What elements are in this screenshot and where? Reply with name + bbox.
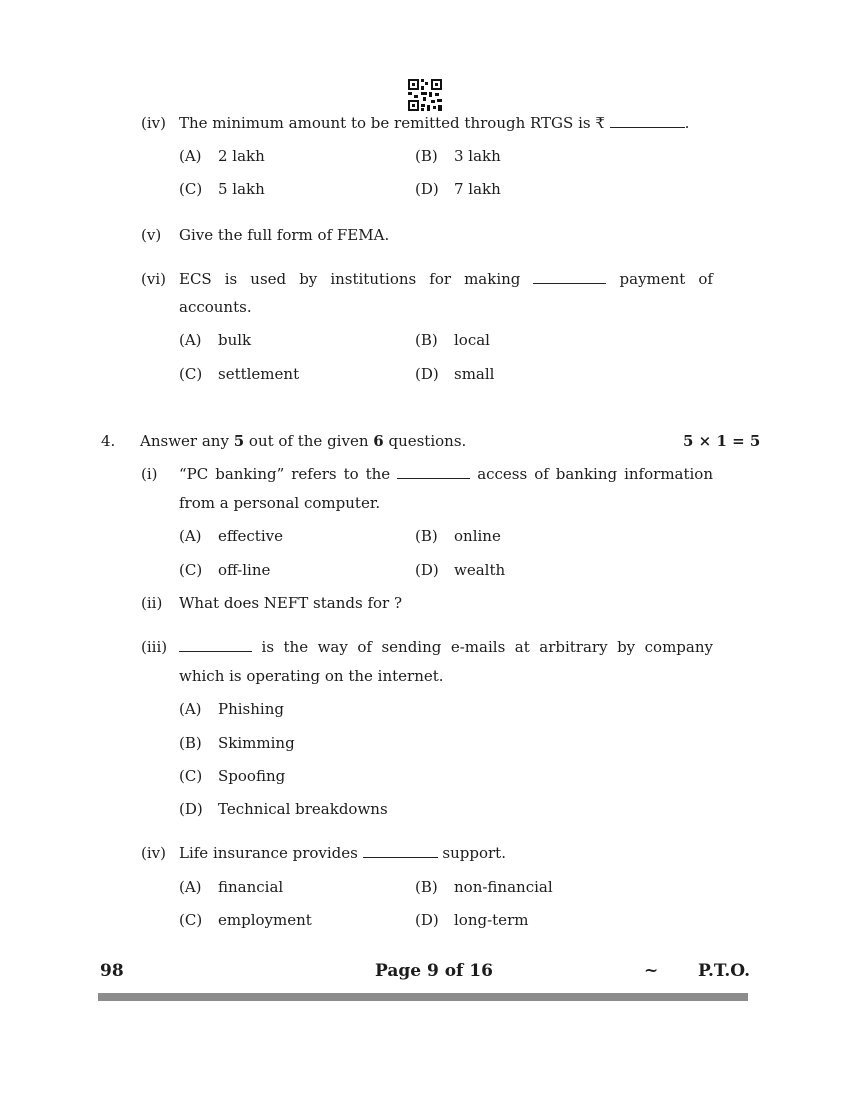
- option-label: (A): [179, 527, 202, 545]
- question-number: (iii): [141, 638, 168, 656]
- page-number: Page 9 of 16: [375, 961, 493, 981]
- option-label: (C): [179, 767, 203, 785]
- option-text: bulk: [218, 331, 252, 349]
- question-number: (iv): [141, 844, 166, 862]
- question-number: (vi): [141, 270, 166, 288]
- question-number: (i): [141, 465, 158, 483]
- option-label: (A): [179, 878, 202, 896]
- answer-blank: [610, 127, 685, 128]
- question-number: (iv): [141, 114, 166, 132]
- pto-label: P.T.O.: [698, 961, 750, 981]
- answer-blank: [179, 651, 252, 652]
- option-text: 2 lakh: [218, 147, 265, 165]
- question-text: ECS is used by institutions for making payment of: [179, 270, 713, 288]
- question-number: (v): [141, 226, 162, 244]
- section-instruction: Answer any 5 out of the given 6 questions.: [140, 432, 467, 450]
- question-text-cont: which is operating on the internet.: [179, 667, 444, 685]
- option-label: (D): [415, 561, 439, 579]
- answer-blank: [397, 478, 470, 479]
- option-label: (D): [415, 911, 439, 929]
- option-text: 5 lakh: [218, 180, 265, 198]
- option-label: (B): [415, 527, 438, 545]
- option-text: 7 lakh: [454, 180, 501, 198]
- paper-code: 98: [100, 961, 124, 981]
- option-text: Phishing: [218, 700, 284, 718]
- question-text: Life insurance provides support.: [179, 844, 506, 862]
- question-text: What does NEFT stands for ?: [179, 594, 403, 612]
- option-label: (B): [415, 147, 438, 165]
- option-text: 3 lakh: [454, 147, 501, 165]
- footer-rule: [98, 993, 748, 1001]
- question-text-cont: accounts.: [179, 298, 252, 316]
- option-label: (C): [179, 365, 203, 383]
- option-label: (D): [179, 800, 203, 818]
- marks-allocation: 5 × 1 = 5: [683, 432, 761, 450]
- option-label: (C): [179, 180, 203, 198]
- option-text: effective: [218, 527, 283, 545]
- question-text: “PC banking” refers to the access of banking information: [179, 465, 713, 483]
- option-label: (B): [415, 878, 438, 896]
- option-text: employment: [218, 911, 312, 929]
- question-text: The minimum amount to be remitted through RTGS is ₹ .: [179, 114, 690, 132]
- option-text: settlement: [218, 365, 300, 383]
- answer-blank: [363, 857, 438, 858]
- option-label: (D): [415, 365, 439, 383]
- option-label: (A): [179, 147, 202, 165]
- option-text: online: [454, 527, 501, 545]
- option-text: non-financial: [454, 878, 553, 896]
- option-text: Spoofing: [218, 767, 286, 785]
- option-label: (C): [179, 561, 203, 579]
- option-label: (B): [415, 331, 438, 349]
- option-label: (B): [179, 734, 202, 752]
- option-label: (D): [415, 180, 439, 198]
- option-text: long-term: [454, 911, 529, 929]
- question-number: 4.: [101, 432, 116, 450]
- option-text: Technical breakdowns: [218, 800, 388, 818]
- question-number: (ii): [141, 594, 163, 612]
- question-text-cont: from a personal computer.: [179, 494, 381, 512]
- option-label: (A): [179, 331, 202, 349]
- option-text: Skimming: [218, 734, 295, 752]
- question-text: is the way of sending e-mails at arbitrary by company: [179, 638, 713, 656]
- tilde-mark: ~: [644, 961, 659, 981]
- qr-code: [408, 79, 442, 111]
- option-text: financial: [218, 878, 284, 896]
- option-text: wealth: [454, 561, 506, 579]
- option-label: (A): [179, 700, 202, 718]
- answer-blank: [533, 283, 606, 284]
- option-label: (C): [179, 911, 203, 929]
- question-text: Give the full form of FEMA.: [179, 226, 390, 244]
- option-text: off-line: [218, 561, 271, 579]
- option-text: small: [454, 365, 495, 383]
- option-text: local: [454, 331, 490, 349]
